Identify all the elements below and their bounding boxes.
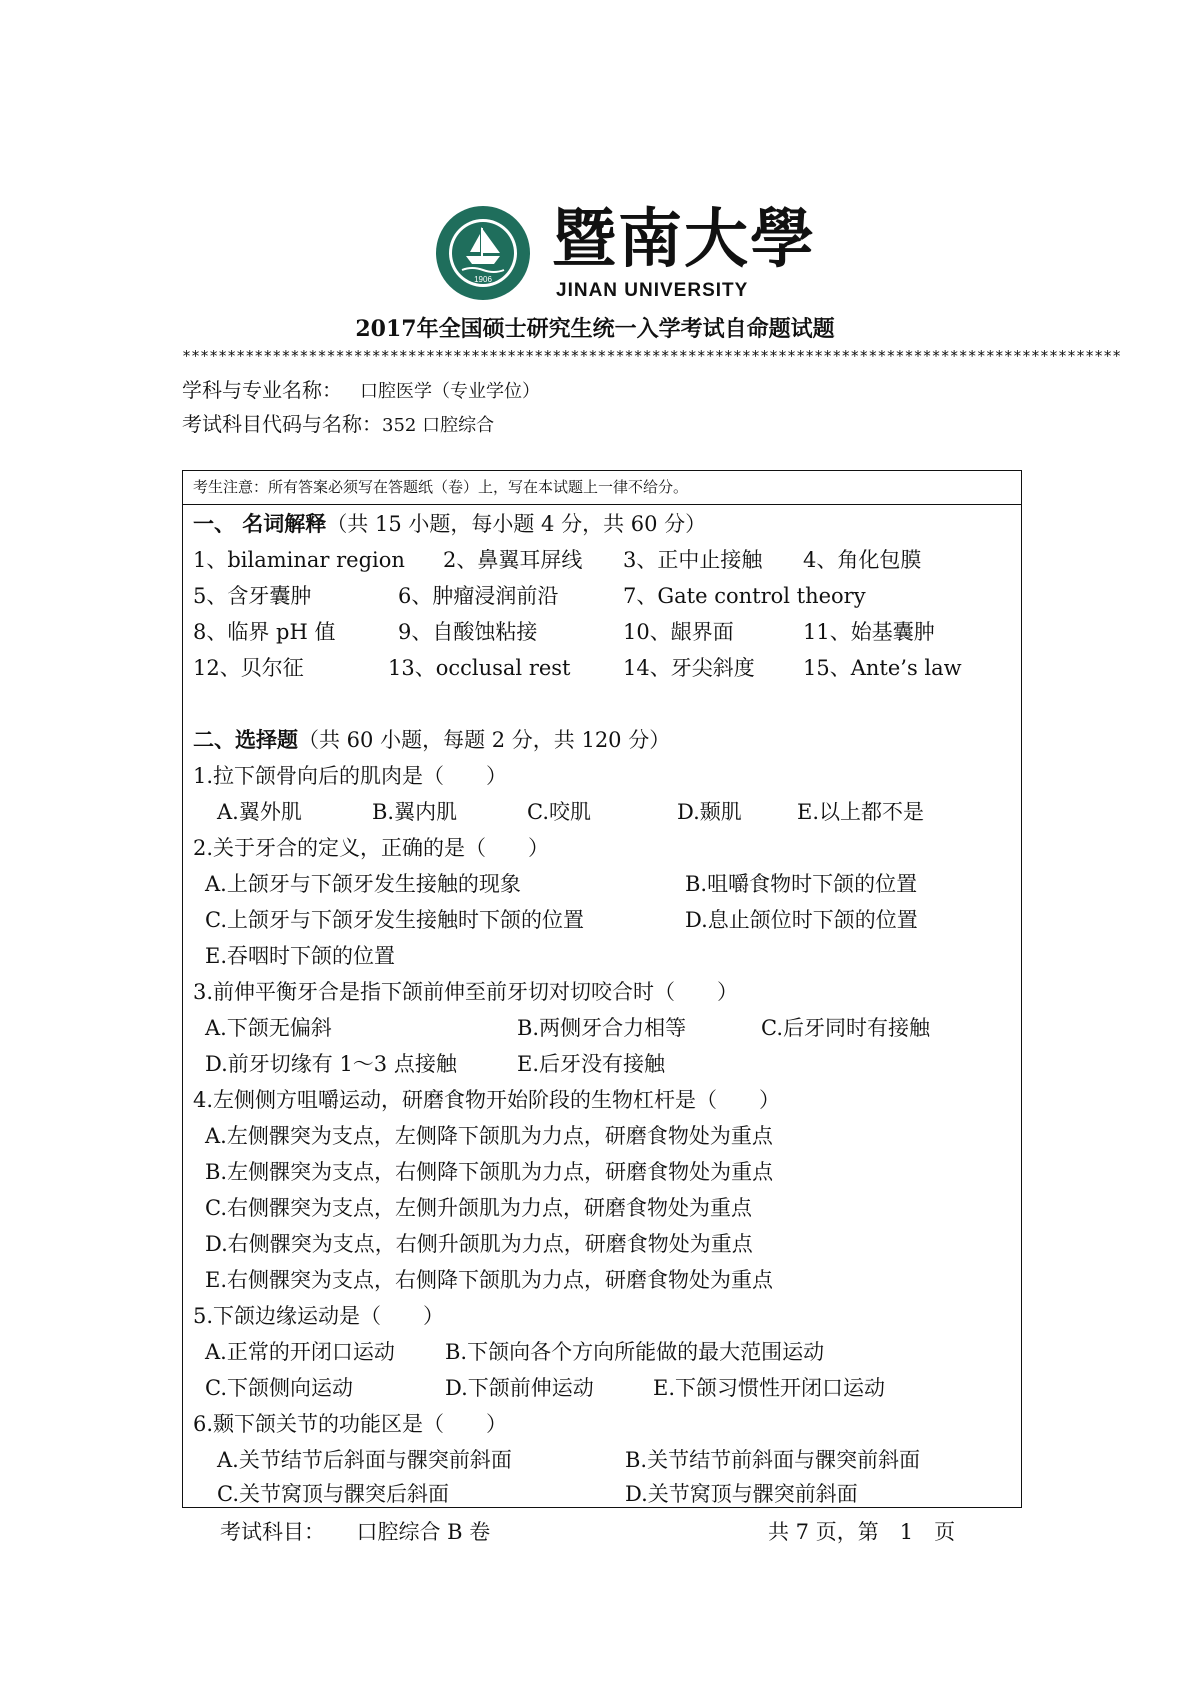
section2-desc: （共 60 小题，每题 2 分，共 120 分） (298, 728, 671, 752)
term-item: 15、Ante’s law (803, 656, 962, 680)
term-item: 6、肿瘤浸润前沿 (398, 584, 559, 608)
option: E.下颌习惯性开闭口运动 (653, 1376, 886, 1400)
term-item: 2、鼻翼耳屏线 (443, 548, 583, 572)
question-stem: 3.前伸平衡牙合是指下颌前伸至前牙切对切咬合时（ ） (193, 980, 739, 1004)
option: A.关节结节后斜面与髁突前斜面 (217, 1448, 512, 1472)
option: A.左侧髁突为支点，左侧降下颌肌为力点，研磨食物处为重点 (205, 1124, 773, 1148)
subject-label: 学科与专业名称： (182, 378, 342, 402)
option: E.后牙没有接触 (517, 1052, 666, 1076)
question-stem: 6.颞下颌关节的功能区是（ ） (193, 1412, 508, 1436)
option: C.咬肌 (527, 800, 591, 824)
candidate-notice: 考生注意：所有答案必须写在答题纸（卷）上，写在本试题上一律不给分。 (183, 471, 1021, 505)
option: D.关节窝顶与髁突前斜面 (625, 1482, 858, 1506)
option: C.下颌侧向运动 (205, 1376, 353, 1400)
seal-year: 1906 (474, 275, 492, 284)
term-item: 9、自酸蚀粘接 (398, 620, 538, 644)
option: B.关节结节前斜面与髁突前斜面 (625, 1448, 921, 1472)
section2-heading (193, 725, 670, 755)
university-name-en: JINAN UNIVERSITY (556, 280, 749, 301)
university-seal-icon (434, 204, 532, 302)
option: A.翼外肌 (217, 800, 302, 824)
term-item: 8、临界 pH 值 (193, 620, 336, 644)
option: E.吞咽时下颌的位置 (205, 944, 396, 968)
option: A.正常的开闭口运动 (205, 1340, 395, 1364)
section1-heading (193, 509, 706, 539)
option: A.下颌无偏斜 (205, 1016, 332, 1040)
star-divider: ******************************************************************************************************** (182, 347, 1122, 365)
term-item: 5、含牙囊肿 (193, 584, 312, 608)
term-item: 14、牙尖斜度 (623, 656, 755, 680)
option: D.息止颌位时下颌的位置 (685, 908, 918, 932)
university-logo (434, 202, 816, 304)
option: B.左侧髁突为支点，右侧降下颌肌为力点，研磨食物处为重点 (205, 1160, 774, 1184)
option: C.右侧髁突为支点，左侧升颌肌为力点，研磨食物处为重点 (205, 1196, 752, 1220)
question-stem: 1.拉下颌骨向后的肌肉是（ ） (193, 764, 508, 788)
option: C.上颌牙与下颌牙发生接触时下颌的位置 (205, 908, 584, 932)
term-item: 12、贝尔征 (193, 656, 304, 680)
question-box (182, 470, 1022, 1508)
university-name-cn: 暨南大學 (552, 202, 816, 277)
option: D.前牙切缘有 1～3 点接触 (205, 1052, 457, 1076)
code-label: 考试科目代码与名称： (182, 412, 382, 436)
terms-row-3 (193, 617, 1013, 647)
subject-value: 口腔医学（专业学位） (360, 381, 540, 402)
terms-row-2 (193, 581, 1013, 611)
option: E.以上都不是 (797, 800, 925, 824)
term-item: 3、正中止接触 (623, 548, 763, 572)
footer-page-number: 共 7 页，第 1 页 (768, 1520, 956, 1544)
code-value: 352 口腔综合 (382, 415, 495, 436)
section1-title: 一、 名词解释 (193, 511, 327, 536)
question-stem: 4.左侧侧方咀嚼运动，研磨食物开始阶段的生物杠杆是（ ） (193, 1088, 781, 1112)
term-item: 10、龈界面 (623, 620, 734, 644)
term-item: 1、bilaminar region (193, 548, 405, 572)
question-options (217, 797, 1007, 827)
option: C.后牙同时有接触 (761, 1016, 930, 1040)
term-item: 7、Gate control theory (623, 584, 866, 608)
option: B.咀嚼食物时下颌的位置 (685, 872, 918, 896)
code-line (182, 408, 494, 437)
option: B.下颌向各个方向所能做的最大范围运动 (445, 1340, 825, 1364)
option: D.下颌前伸运动 (445, 1376, 594, 1400)
option: D.右侧髁突为支点，右侧升颌肌为力点，研磨食物处为重点 (205, 1232, 753, 1256)
exam-title: 2017年全国硕士研究生统一入学考试自命题试题 (355, 316, 835, 342)
option: A.上颌牙与下颌牙发生接触的现象 (205, 872, 521, 896)
option: C.关节窝顶与髁突后斜面 (217, 1482, 449, 1506)
term-item: 4、角化包膜 (803, 548, 922, 572)
subject-line (182, 374, 540, 403)
option: D.颞肌 (677, 800, 742, 824)
terms-row-4 (193, 653, 1013, 683)
terms-row-1 (193, 545, 1013, 575)
option: B.两侧牙合力相等 (517, 1016, 687, 1040)
question-stem: 5.下颌边缘运动是（ ） (193, 1304, 445, 1328)
footer-subject: 考试科目： 口腔综合 B 卷 (220, 1520, 491, 1544)
option: E.右侧髁突为支点，右侧降下颌肌为力点，研磨食物处为重点 (205, 1268, 774, 1292)
option: B.翼内肌 (372, 800, 458, 824)
section1-desc: （共 15 小题，每小题 4 分，共 60 分） (326, 512, 707, 536)
term-item: 13、occlusal rest (388, 656, 571, 680)
question-stem: 2.关于牙合的定义，正确的是（ ） (193, 836, 550, 860)
term-item: 11、始基囊肿 (803, 620, 935, 644)
section2-title: 二、选择题 (193, 727, 298, 752)
